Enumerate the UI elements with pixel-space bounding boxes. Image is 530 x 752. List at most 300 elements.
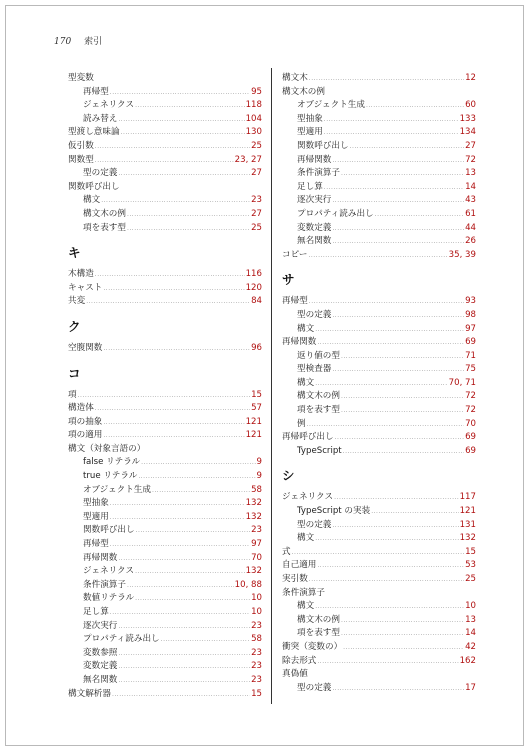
page-reference[interactable]: 35, 39 <box>448 249 476 260</box>
index-subentry <box>68 647 262 661</box>
page-reference[interactable]: 72 <box>465 405 476 416</box>
index-term: 衝突（変数の） <box>282 641 343 652</box>
index-section-heading: シ <box>282 468 295 484</box>
index-entry <box>68 181 262 195</box>
page-reference[interactable]: 10 <box>465 601 476 612</box>
dot-leader <box>309 295 464 309</box>
index-subentry <box>282 418 476 432</box>
page-reference[interactable]: 25 <box>465 574 476 584</box>
index-subentry <box>282 140 476 154</box>
page-reference[interactable]: 13 <box>465 168 476 179</box>
dot-leader <box>309 72 464 86</box>
dot-leader <box>136 524 250 538</box>
page-reference[interactable]: 9 <box>256 457 262 468</box>
index-term: 項を表す型 <box>83 222 126 233</box>
index-subentry <box>68 456 262 470</box>
dot-leader <box>127 579 234 593</box>
index-term: コピー <box>282 249 308 260</box>
page-reference[interactable]: 13 <box>465 614 476 625</box>
index-entry <box>282 587 476 601</box>
page-reference[interactable]: 42 <box>465 641 476 652</box>
page-reference[interactable]: 69 <box>465 337 476 348</box>
page-reference[interactable]: 27 <box>251 168 262 179</box>
index-term: 共変 <box>68 296 86 307</box>
index-term: 項を表す型 <box>297 628 340 639</box>
index-term: 項の適用 <box>68 430 103 441</box>
index-term: 読み替え <box>83 113 118 124</box>
page-reference[interactable]: 26 <box>465 236 476 247</box>
index-subentry <box>282 627 476 641</box>
dot-leader <box>121 126 245 140</box>
column-divider <box>271 68 272 704</box>
dot-leader <box>110 606 250 620</box>
dot-leader <box>292 546 464 560</box>
page-reference[interactable]: 95 <box>251 86 262 97</box>
dot-leader <box>135 592 250 606</box>
page-reference[interactable]: 27 <box>465 140 476 151</box>
running-header-title: 索引 <box>84 37 103 47</box>
index-term: 型の定義 <box>297 309 332 320</box>
index-term: オブジェクト生成 <box>83 484 151 495</box>
dot-leader <box>118 620 250 634</box>
dot-leader <box>371 505 458 519</box>
index-subentry <box>282 235 476 249</box>
dot-leader <box>78 389 250 403</box>
index-subentry <box>282 208 476 222</box>
index-term: 除去形式 <box>282 655 317 666</box>
index-subentry <box>68 592 262 606</box>
dot-leader <box>103 282 244 296</box>
index-term: 項の抽象 <box>68 416 103 427</box>
page-reference[interactable]: 132 <box>459 533 476 544</box>
index-subentry <box>68 633 262 647</box>
page-reference[interactable]: 70 <box>251 552 262 563</box>
page-reference[interactable]: 131 <box>459 519 476 530</box>
page-reference[interactable]: 57 <box>251 403 262 414</box>
index-term: プロパティ読み出し <box>83 634 160 645</box>
index-subentry <box>282 390 476 404</box>
index-subentry <box>282 377 476 391</box>
index-term: 構文 <box>297 377 315 388</box>
index-subentry <box>282 222 476 236</box>
index-term: 再帰型 <box>83 539 109 550</box>
index-entry <box>282 249 476 263</box>
dot-leader <box>118 167 250 181</box>
index-subentry <box>282 309 476 323</box>
index-subentry <box>68 497 262 511</box>
dot-leader <box>118 552 250 566</box>
page-reference[interactable]: 121 <box>245 430 262 441</box>
dot-leader <box>332 235 464 249</box>
page-reference[interactable]: 133 <box>459 113 476 124</box>
index-subentry <box>282 154 476 168</box>
index-subentry <box>282 99 476 113</box>
page-reference[interactable]: 9 <box>256 471 262 482</box>
page-reference[interactable]: 17 <box>465 682 476 693</box>
dot-leader <box>127 208 250 222</box>
index-term: 例 <box>297 418 306 429</box>
page-reference[interactable]: 53 <box>465 560 476 571</box>
dot-leader <box>366 99 464 113</box>
dot-leader <box>138 470 255 484</box>
page-reference[interactable]: 121 <box>245 416 262 427</box>
index-subentry <box>282 614 476 628</box>
dot-leader <box>110 497 245 511</box>
dot-leader <box>110 511 245 525</box>
dot-leader <box>317 336 464 350</box>
index-term: 無名関数 <box>83 674 118 685</box>
dot-leader <box>315 600 464 614</box>
page-reference[interactable]: 98 <box>465 309 476 320</box>
page-reference[interactable]: 23 <box>251 620 262 631</box>
page-reference[interactable]: 58 <box>251 484 262 495</box>
index-term: 型抽象 <box>297 113 323 124</box>
index-subentry <box>282 167 476 181</box>
dot-leader <box>332 519 458 533</box>
page-reference[interactable]: 134 <box>459 127 476 138</box>
index-term: 構文 <box>297 533 315 544</box>
index-subentry <box>282 505 476 519</box>
index-section-heading: ク <box>68 318 81 334</box>
dot-leader <box>308 249 447 263</box>
index-subentry <box>282 350 476 364</box>
index-subentry <box>68 194 262 208</box>
index-subentry <box>68 552 262 566</box>
index-subentry <box>68 565 262 579</box>
index-term: 構文（対象言語の） <box>68 443 146 454</box>
index-entry <box>68 416 262 430</box>
dot-leader <box>341 390 464 404</box>
dot-leader <box>350 140 464 154</box>
index-subentry <box>282 181 476 195</box>
index-entry <box>282 491 476 505</box>
index-entry <box>68 402 262 416</box>
index-entry <box>68 429 262 443</box>
index-subentry <box>68 113 262 127</box>
page-reference[interactable]: 25 <box>251 222 262 233</box>
page-reference[interactable]: 75 <box>465 364 476 375</box>
dot-leader <box>110 86 250 100</box>
index-term: 木構造 <box>68 269 94 280</box>
dot-leader <box>118 660 250 674</box>
dot-leader <box>127 222 250 236</box>
index-section-heading: コ <box>68 365 81 381</box>
dot-leader <box>332 363 464 377</box>
dot-leader <box>317 559 464 573</box>
index-term: 再帰関数 <box>83 552 118 563</box>
index-term: 型渡し意味論 <box>68 127 120 138</box>
index-term: 条件演算子 <box>282 587 325 598</box>
index-page <box>5 5 524 746</box>
index-term: 再帰関数 <box>297 154 332 165</box>
dot-leader <box>315 377 447 391</box>
index-term: 構文 <box>297 601 315 612</box>
dot-leader <box>110 538 250 552</box>
index-entry <box>68 268 262 282</box>
index-term: true リテラル <box>83 471 138 482</box>
page-reference[interactable]: 104 <box>245 113 262 124</box>
index-term: 型抽象 <box>83 498 109 509</box>
index-term: TypeScript <box>297 445 342 456</box>
index-subentry <box>68 167 262 181</box>
index-term: 型の定義 <box>297 682 332 693</box>
dot-leader <box>375 208 464 222</box>
page-reference[interactable]: 132 <box>245 498 262 509</box>
dot-leader <box>315 532 458 546</box>
dot-leader <box>95 140 250 154</box>
index-term: ジェネリクス <box>282 492 334 503</box>
index-term: 型適用 <box>83 511 109 522</box>
index-term: 再帰呼び出し <box>282 432 334 443</box>
index-subentry <box>68 99 262 113</box>
index-subentry <box>282 682 476 696</box>
index-subentry <box>68 470 262 484</box>
index-term: 逐次実行 <box>83 620 118 631</box>
index-entry <box>282 573 476 587</box>
dot-leader <box>86 295 250 309</box>
dot-leader <box>334 491 458 505</box>
dot-leader <box>141 456 255 470</box>
dot-leader <box>101 194 250 208</box>
index-subentry <box>68 674 262 688</box>
index-term: 数値リテラル <box>83 593 135 604</box>
index-term: 条件演算子 <box>83 579 126 590</box>
dot-leader <box>103 416 244 430</box>
dot-leader <box>335 431 464 445</box>
page-reference[interactable]: 130 <box>245 127 262 138</box>
index-subentry <box>68 86 262 100</box>
dot-leader <box>341 350 464 364</box>
page-reference[interactable]: 14 <box>465 628 476 639</box>
index-term: キャスト <box>68 282 103 293</box>
index-subentry <box>282 600 476 614</box>
index-subentry <box>68 222 262 236</box>
dot-leader <box>118 674 250 688</box>
page-reference[interactable]: 14 <box>465 181 476 192</box>
index-subentry <box>282 445 476 459</box>
dot-leader <box>332 154 464 168</box>
dot-leader <box>307 418 464 432</box>
page-reference[interactable]: 23 <box>251 674 262 685</box>
index-subentry <box>282 194 476 208</box>
page-reference[interactable]: 72 <box>465 391 476 402</box>
dot-leader <box>135 99 244 113</box>
index-term: 構文木の例 <box>297 614 340 625</box>
page-reference[interactable]: 120 <box>245 282 262 293</box>
index-term: 条件演算子 <box>297 168 340 179</box>
page-reference[interactable]: 44 <box>465 222 476 233</box>
page-reference[interactable]: 23, 27 <box>234 154 262 165</box>
index-subentry <box>282 126 476 140</box>
page-reference[interactable]: 27 <box>251 208 262 219</box>
index-subentry <box>282 519 476 533</box>
index-entry <box>282 641 476 655</box>
dot-leader <box>135 565 244 579</box>
index-entry <box>68 140 262 154</box>
dot-leader <box>317 655 458 669</box>
index-entry <box>68 688 262 702</box>
dot-leader <box>332 309 464 323</box>
index-term: 型変数 <box>68 73 94 83</box>
index-term: 型検査器 <box>297 364 332 375</box>
index-entry <box>68 72 262 86</box>
index-term: 再帰型 <box>83 86 109 97</box>
index-entry <box>282 668 476 682</box>
dot-leader <box>332 222 464 236</box>
index-term: オブジェクト生成 <box>297 100 365 111</box>
page-reference[interactable]: 23 <box>251 525 262 536</box>
index-section-heading: サ <box>282 272 295 288</box>
page-reference[interactable]: 70 <box>465 418 476 429</box>
index-subentry <box>68 511 262 525</box>
index-term: ジェネリクス <box>83 100 135 111</box>
index-entry <box>282 431 476 445</box>
page-reference[interactable]: 121 <box>459 506 476 517</box>
index-term: 仮引数 <box>68 140 94 151</box>
index-subentry <box>68 208 262 222</box>
index-term: 構文木の例 <box>282 86 325 97</box>
index-term: 実引数 <box>282 574 308 584</box>
dot-leader <box>324 126 459 140</box>
index-entry <box>282 546 476 560</box>
running-header <box>54 34 102 47</box>
page-reference[interactable]: 15 <box>251 389 262 400</box>
index-entry <box>282 559 476 573</box>
index-term: 型適用 <box>297 127 323 138</box>
index-entry <box>68 154 262 168</box>
index-entry <box>68 342 262 356</box>
page-reference[interactable]: 15 <box>251 688 262 699</box>
index-term: ジェネリクス <box>83 566 135 577</box>
page-reference[interactable]: 93 <box>465 296 476 307</box>
dot-leader <box>103 429 244 443</box>
index-term: 項 <box>68 389 77 400</box>
index-entry <box>282 86 476 100</box>
index-term: 再帰関数 <box>282 337 317 348</box>
index-term: 式 <box>282 546 291 557</box>
index-term: 変数定義 <box>83 661 118 672</box>
page-reference[interactable]: 84 <box>251 296 262 307</box>
index-term: 構文 <box>83 195 101 206</box>
page-reference[interactable]: 61 <box>465 208 476 219</box>
index-entry <box>68 443 262 457</box>
dot-leader <box>341 614 464 628</box>
page-reference[interactable]: 97 <box>465 323 476 334</box>
dot-leader <box>343 641 464 655</box>
dot-leader <box>341 404 464 418</box>
index-term: 項を表す型 <box>297 405 340 416</box>
index-column-left <box>68 72 262 701</box>
index-term: false リテラル <box>83 457 141 468</box>
dot-leader <box>95 402 250 416</box>
index-term: 構文 <box>297 323 315 334</box>
page-reference[interactable]: 118 <box>245 100 262 111</box>
index-subentry <box>68 524 262 538</box>
dot-leader <box>118 647 250 661</box>
page-reference[interactable]: 58 <box>251 634 262 645</box>
index-term: 空腹関数 <box>68 342 103 353</box>
page-reference[interactable]: 132 <box>245 511 262 522</box>
page-reference[interactable]: 132 <box>245 566 262 577</box>
index-term: 構文木の例 <box>297 391 340 402</box>
page-reference[interactable]: 43 <box>465 195 476 206</box>
page-reference[interactable]: 116 <box>245 269 262 280</box>
index-term: プロパティ読み出し <box>297 208 374 219</box>
index-subentry <box>68 660 262 674</box>
index-term: 関数呼び出し <box>83 525 135 536</box>
index-term: 構造体 <box>68 403 94 414</box>
index-term: 真偽値 <box>282 669 308 680</box>
page-reference[interactable]: 69 <box>465 445 476 456</box>
index-subentry <box>282 363 476 377</box>
page-reference[interactable]: 70, 71 <box>448 377 476 388</box>
page-reference[interactable]: 25 <box>251 140 262 151</box>
page-reference[interactable]: 162 <box>459 655 476 666</box>
index-term: 逐次実行 <box>297 195 332 206</box>
index-entry <box>68 295 262 309</box>
index-subentry <box>68 579 262 593</box>
index-term: 返り値の型 <box>297 350 340 361</box>
index-entry <box>282 655 476 669</box>
index-subentry <box>282 404 476 418</box>
dot-leader <box>95 154 234 168</box>
index-term: 関数呼び出し <box>297 140 349 151</box>
index-section-heading: キ <box>68 245 81 261</box>
index-term: 無名関数 <box>297 236 332 247</box>
page-reference[interactable]: 117 <box>459 492 476 503</box>
index-subentry <box>68 538 262 552</box>
page-reference[interactable]: 10, 88 <box>234 579 262 590</box>
dot-leader <box>324 113 459 127</box>
index-subentry <box>282 532 476 546</box>
index-term: 型の定義 <box>83 168 118 179</box>
index-entry <box>282 295 476 309</box>
page-reference[interactable]: 23 <box>251 647 262 658</box>
dot-leader <box>332 194 464 208</box>
index-subentry <box>68 484 262 498</box>
dot-leader <box>95 268 245 282</box>
index-term: 関数呼び出し <box>68 181 120 192</box>
dot-leader <box>332 682 464 696</box>
page-reference[interactable]: 97 <box>251 539 262 550</box>
index-entry <box>68 282 262 296</box>
dot-leader <box>341 167 464 181</box>
page-reference[interactable]: 69 <box>465 432 476 443</box>
page-reference[interactable]: 72 <box>465 154 476 165</box>
page-reference[interactable]: 12 <box>465 73 476 83</box>
dot-leader <box>161 633 250 647</box>
page-reference[interactable]: 96 <box>251 342 262 353</box>
index-column-right <box>282 72 476 695</box>
page-reference[interactable]: 10 <box>251 593 262 604</box>
index-subentry <box>68 606 262 620</box>
dot-leader <box>112 688 250 702</box>
page-reference[interactable]: 23 <box>251 195 262 206</box>
page-reference[interactable]: 15 <box>465 546 476 557</box>
index-term: 足し算 <box>83 607 109 617</box>
page-reference[interactable]: 71 <box>465 350 476 361</box>
dot-leader <box>324 181 464 195</box>
page-reference[interactable]: 60 <box>465 100 476 111</box>
dot-leader <box>315 323 464 337</box>
page-reference[interactable]: 23 <box>251 661 262 672</box>
index-subentry <box>282 113 476 127</box>
page-reference[interactable]: 10 <box>251 607 262 617</box>
dot-leader <box>118 113 244 127</box>
index-entry <box>282 336 476 350</box>
dot-leader <box>103 342 250 356</box>
dot-leader <box>309 573 464 587</box>
